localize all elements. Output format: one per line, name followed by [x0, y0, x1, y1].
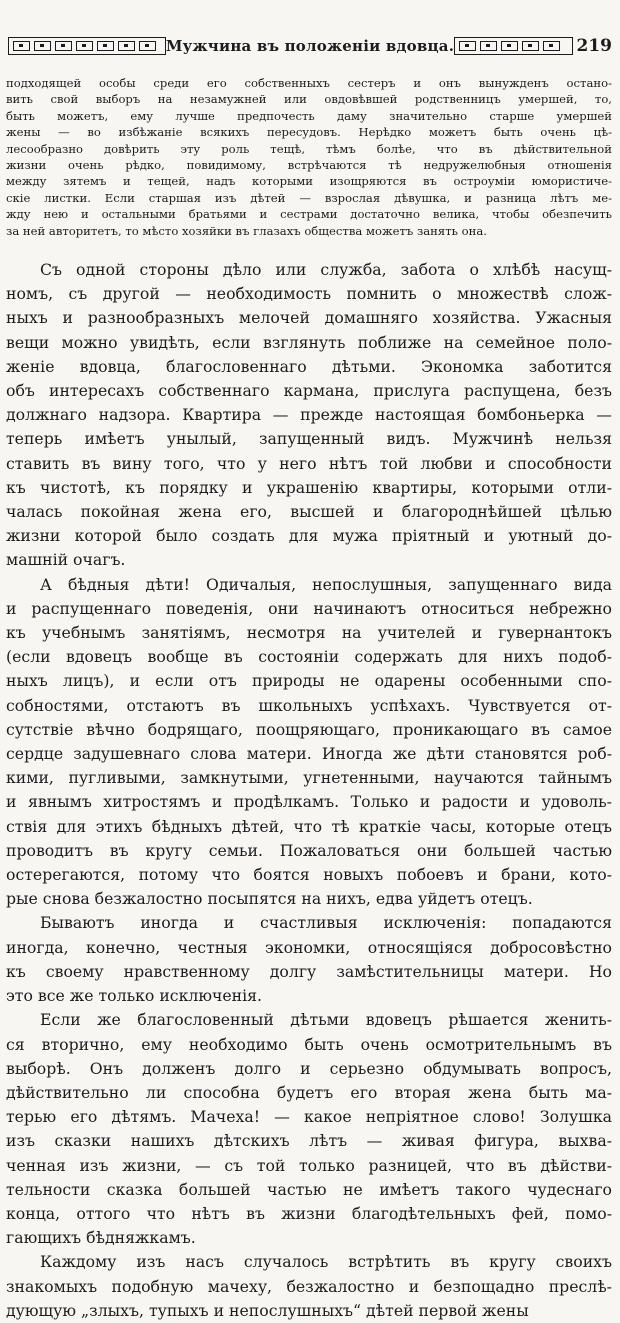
text-line: теперь имѣетъ унылый, запущенный видъ. Мужчинѣ нельзя [6, 429, 612, 449]
paragraph [6, 573, 612, 912]
text-line: А бѣдныя дѣти! Одичалыя, непослушныя, запущеннаго вида [40, 574, 612, 594]
text-line: жизни очень рѣдко, повидимому, встрѣчаются тѣ недружелюбныя отношенія [6, 158, 612, 173]
text-line: Если же благословенный дѣтьми вдовецъ рѣшается женить- [40, 1010, 612, 1030]
text-line: лесообразно довѣрить эту роль тещѣ, тѣмъ болѣе, что въ дѣйствительной [6, 141, 612, 156]
text-line: сутствіе вѣчно бодрящаго, поощряющаго, проникающаго въ самое [6, 719, 612, 739]
text-line: скіе листки. Если старшая изъ дѣтей — взрослая дѣвушка, и разница лѣтъ ме- [6, 190, 612, 205]
header-ornament-right [454, 37, 572, 55]
text-line: кими, пугливыми, замкнутыми, угнетенными, научаются тайнымъ [6, 768, 612, 788]
text-line: должнаго надзора. Квартира — прежде настоящая бомбоньерка — [6, 405, 612, 425]
text-line: за ней авторитетъ, то мѣсто хозяйки въ глазахъ общества можетъ занять она. [6, 223, 487, 238]
text-line: машній очагъ. [6, 550, 126, 570]
text-line: сердце задушевнаго слова матери. Иногда же дѣти становятся роб- [6, 744, 612, 764]
text-line: вещи можно увидѣть, если взглянуть поближе на семейное поло- [6, 332, 612, 352]
text-line: собностями, отстаютъ въ школьныхъ успѣхахъ. Чувствуется от- [6, 695, 612, 715]
text-line: женіе вдовца, благословеннаго дѣтьми. Экономка заботится [6, 356, 612, 376]
text-line: это все же только исключенія. [6, 986, 263, 1006]
paragraph [6, 1008, 612, 1250]
text-line: Съ одной стороны дѣло или служба, забота о хлѣбѣ насущ- [40, 260, 612, 279]
page-number: 219 [576, 36, 612, 56]
text-line: ставить въ вину того, что у него нѣтъ той любви и способности [6, 453, 612, 473]
text-line: Бываютъ иногда и счастливыя исключенія: попадаются [40, 913, 612, 933]
text-line: дующую „злыхъ, тупыхъ и непослушныхъ“ дѣтей первой жены [6, 1300, 529, 1320]
text-line: ченная изъ жизни, — съ той только разницей, что въ дѣйстви- [6, 1155, 612, 1175]
text-line: номъ, съ другой — необходимость помнить о множествѣ слож- [6, 284, 612, 304]
paragraph [6, 911, 612, 1008]
text-line: и явнымъ хитростямъ и продѣлкамъ. Только и радости и удоволь- [6, 792, 612, 812]
text-line: къ чистотѣ, къ порядку и украшенію квартиры, которыми отли- [6, 477, 612, 497]
text-line: выборѣ. Онъ долженъ долго и серьезно обдумывать вопросъ, [6, 1058, 612, 1078]
text-line: дѣйствительно ли способна будетъ его вторая жена быть ма- [6, 1082, 612, 1102]
text-line: къ учебнымъ занятіямъ, несмотря на учителей и гувернантокъ [6, 623, 612, 643]
main-text [6, 258, 612, 1323]
small-print-paragraph [6, 75, 612, 239]
text-line: Каждому изъ насъ случалось встрѣтить въ кругу своихъ [40, 1252, 612, 1272]
text-line: терью его дѣтямъ. Мачеха! — какое непріятное слово! Золушка [6, 1107, 612, 1127]
text-line: рые снова безжалостно посыпятся на нихъ, едва уйдетъ отецъ. [6, 889, 533, 909]
text-line: жду нею и остальными братьями и сестрами достаточно велика, чтобы обезпечить [6, 207, 612, 222]
text-line: иногда, конечно, честныя экономки, относящіяся добросовѣстно [6, 937, 612, 957]
running-title: Мужчина въ положеніи вдовца. [165, 37, 455, 55]
text-line: ныхъ лицъ), и если отъ природы не одарены особенными спо- [6, 671, 612, 691]
paragraph [6, 1250, 612, 1323]
text-line: жены — во избѣжаніе всякихъ пересудовъ. Нерѣдко можетъ быть очень цѣ- [6, 125, 612, 140]
text-line: ствія для этихъ бѣдныхъ дѣтей, что тѣ краткіе часы, которые отецъ [6, 816, 612, 836]
text-line: тельности сказка большей частью не имѣетъ такого чудеснаго [6, 1179, 612, 1199]
text-line: проводитъ въ кругу семьи. Пожаловаться они большей частью [6, 840, 612, 860]
text-line: между зятемъ и тещей, надъ которыми изощряются въ остроуміи юмористиче- [6, 174, 612, 189]
text-line: чалась покойная жена его, высшей и благороднѣйшей цѣлью [6, 502, 612, 522]
page-header [8, 32, 612, 60]
text-line: къ своему нравственному долгу замѣстительницы матери. Но [6, 961, 612, 981]
text-line: (если вдовецъ вообще въ состояніи содержать для нихъ подоб- [6, 647, 612, 667]
text-line: и распущеннаго поведенія, они начинаютъ относиться небрежно [6, 598, 612, 618]
text-line: гающихъ бѣдняжкамъ. [6, 1228, 196, 1248]
text-line: жизни которой было создать для мужа пріятный и уютный до- [6, 526, 612, 546]
paragraph [6, 258, 612, 573]
text-line: подходящей особы среди его собственныхъ сестеръ и онъ вынужденъ остано- [6, 76, 612, 90]
text-line: ся вторично, ему необходимо быть очень осмотрительнымъ въ [6, 1034, 612, 1054]
text-line: остерегаются, потому что боятся новыхъ побоевъ и брани, кото- [6, 865, 612, 885]
text-line: знакомыхъ подобную мачеху, безжалостно и безпощадно преслѣ- [6, 1276, 612, 1296]
header-ornament-left [8, 37, 166, 55]
text-line: быть можетъ, ему лучше предпочесть даму значительно старше умершей [6, 108, 612, 123]
text-line: конца, оттого что нѣтъ въ жизни благодѣтельныхъ фей, помо- [6, 1203, 612, 1223]
text-line: объ интересахъ собственнаго кармана, прислуга распущена, безъ [6, 381, 612, 401]
text-line: ныхъ и разнообразныхъ мелочей домашняго хозяйства. Ужасныя [6, 308, 612, 328]
text-line: изъ сказки нашихъ дѣтскихъ лѣтъ — живая фигура, выхва- [6, 1131, 612, 1151]
text-line: вить свой выборъ на незамужней или овдовѣвшей родственницъ умершей, то, [6, 92, 612, 107]
